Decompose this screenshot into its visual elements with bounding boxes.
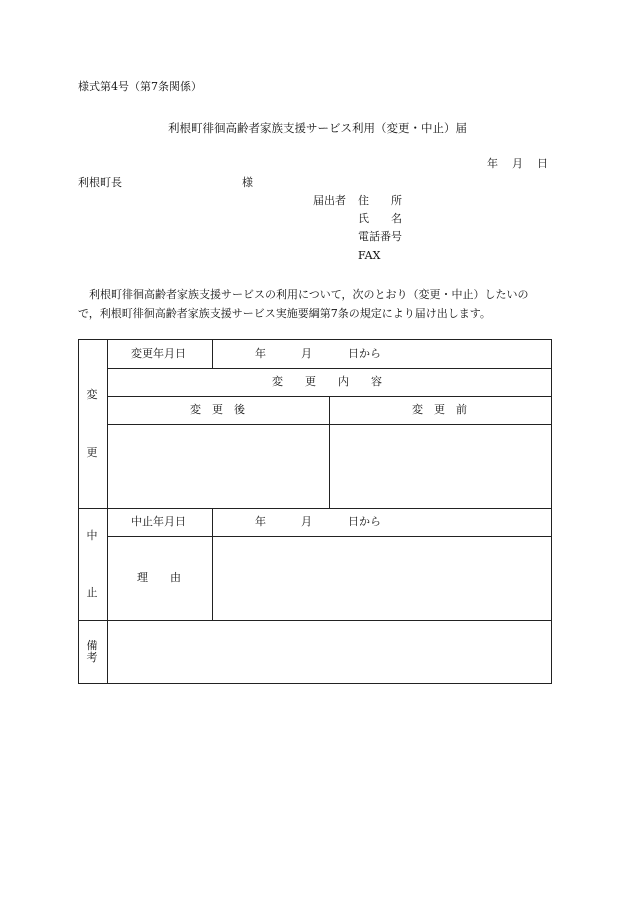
change-side-label-1: 変 — [86, 388, 98, 401]
stop-date-year: 年 — [255, 515, 266, 528]
stop-side-label-2: 止 — [86, 586, 98, 599]
date-day: 日 — [537, 157, 548, 170]
rule — [79, 508, 552, 509]
stop-date-day: 日から — [348, 515, 381, 528]
form-title: 利根町徘徊高齢者家族支援サービス利用（変更・中止）届 — [168, 121, 467, 135]
body-line-2: で，利根町徘徊高齢者家族支援サービス実施要綱第7条の規定により届け出します。 — [78, 307, 491, 320]
stop-reason-field[interactable] — [213, 537, 551, 619]
change-before-header: 変 更 前 — [412, 403, 467, 416]
change-after-field[interactable] — [108, 425, 328, 507]
form-table — [78, 339, 552, 684]
addressee-honorific: 様 — [242, 176, 253, 189]
change-content-header: 変 更 内 容 — [272, 375, 382, 388]
remarks-field[interactable] — [108, 621, 551, 683]
applicant-phone-label: 電話番号 — [358, 230, 402, 243]
remarks-side-label-2: 考 — [86, 651, 98, 664]
applicant-fax-label: FAX — [358, 249, 381, 262]
change-side-label-2: 更 — [86, 446, 98, 459]
rule — [212, 340, 213, 368]
rule — [107, 368, 552, 369]
body-line-1: 利根町徘徊高齢者家族支援サービスの利用について，次のとおり（変更・中止）したいの — [78, 288, 529, 301]
applicant-name-label: 氏 名 — [358, 212, 402, 225]
stop-side-label-1: 中 — [86, 529, 98, 542]
applicant-address-label: 住 所 — [358, 194, 402, 207]
change-date-day: 日から — [348, 347, 381, 360]
addressee-name: 利根町長 — [78, 176, 122, 189]
applicant-label: 届出者 — [313, 194, 346, 207]
form-number: 様式第4号（第7条関係） — [78, 80, 202, 93]
change-date-month: 月 — [301, 347, 312, 360]
change-before-field[interactable] — [330, 425, 551, 507]
stop-date-month: 月 — [301, 515, 312, 528]
stop-date-label: 中止年月日 — [131, 515, 186, 528]
date-month: 月 — [512, 157, 523, 170]
stop-reason-label: 理 由 — [137, 571, 181, 584]
remarks-side-label-1: 備 — [86, 639, 98, 652]
change-date-label: 変更年月日 — [131, 347, 186, 360]
date-year: 年 — [487, 157, 498, 170]
body-paragraph — [78, 285, 552, 323]
change-date-year: 年 — [255, 347, 266, 360]
change-after-header: 変 更 後 — [190, 403, 245, 416]
